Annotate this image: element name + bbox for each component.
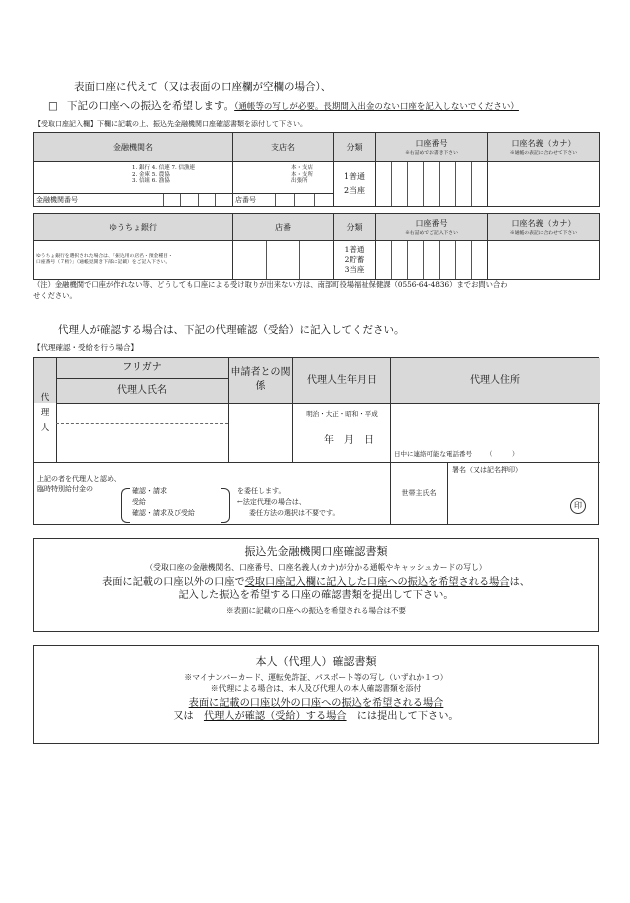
account-number-header: 口座番号 ※右詰めでお書き下さい: [376, 133, 488, 162]
relation-header: 申請者との関係: [228, 358, 292, 403]
yucho-branch-cell[interactable]: [233, 241, 334, 280]
intro-line-1: 表面口座に代えて（又は表面の口座欄が空欄の場合）、: [74, 81, 332, 93]
relation-input[interactable]: [228, 403, 293, 462]
birthdate-header: 代理人生年月日: [292, 358, 391, 403]
yucho-account-number-header: 口座番号 ※右詰めでご記入下さい: [376, 214, 488, 241]
branch-code-label: 店番号: [235, 196, 256, 204]
household-head-label-cell: 世帯主氏名: [390, 462, 448, 525]
receive-section-label: [34, 120, 307, 128]
options-bracket-right: [221, 488, 230, 523]
yucho-account-number-cell[interactable]: [376, 241, 488, 280]
bank-code-row[interactable]: [34, 193, 232, 206]
consent-line-2: 臨時特別給付金の: [37, 485, 93, 493]
birthdate-input[interactable]: [292, 403, 391, 462]
account-holder-cell[interactable]: [488, 162, 600, 207]
branch-code-row[interactable]: [233, 193, 333, 206]
account-type-header: 分類: [334, 133, 376, 162]
bank-account-table: [33, 132, 600, 207]
furigana-input[interactable]: [56, 403, 228, 424]
proxy-section-label: 【代理確認・受給を行う場合】: [33, 343, 138, 352]
account-checkbox[interactable]: □: [48, 100, 58, 112]
proxy-name-input[interactable]: [56, 424, 228, 462]
proxy-intro: 代理人が確認する場合は、下記の代理確認（受給）に記入してください。: [58, 324, 405, 336]
yucho-holder-cell[interactable]: [488, 241, 600, 280]
bank-proof-box: [33, 538, 599, 632]
proxy-name-header: 代理人氏名: [117, 385, 167, 396]
yucho-holder-header: 口座名義（カナ） ※通帳の表記に合わせて下さい: [488, 214, 600, 241]
signature-input[interactable]: [446, 462, 598, 525]
account-holder-header: 口座名義（カナ） ※通帳の表記に合わせて下さい: [488, 133, 600, 162]
identity-proof-line-1: 表面に記載の口座以外の口座への振込を希望される場合: [188, 697, 444, 709]
yucho-note-cell: ゆうちょ銀行を選択された場合は、「振込用の店名・預金種目・ 口座番号（７桁）」（通帳見開き下部に記載）をご記入下さい。: [34, 241, 233, 280]
option-confirm-request[interactable]: 確認・請求: [132, 487, 167, 495]
identity-proof-box: [33, 645, 599, 744]
proxy-side-label: 代 理 人: [34, 358, 57, 462]
receive-section-note: 下欄に記載の上、振込先金融機関口座確認書類を添付して下さい。: [97, 120, 307, 128]
intro-line-2: [67, 100, 519, 113]
address-input[interactable]: [390, 403, 599, 462]
caution-line-2: せください。: [33, 291, 77, 300]
proxy-form: [33, 357, 599, 525]
options-bracket-left: [121, 488, 130, 523]
bank-proof-sub: （受取口座の金融機関名、口座番号、口座名義人(カナ)が分かる通帳やキャッシュカードの写し）: [145, 562, 487, 572]
account-type-cell[interactable]: 1普通 2当座: [334, 162, 376, 207]
branch-name-cell[interactable]: 本・支店 本・支所 出張所 店番号: [233, 162, 334, 207]
delegation-options[interactable]: [132, 486, 195, 519]
bank-proof-title: 振込先金融機関口座確認書類: [244, 545, 388, 558]
branch-name-header: 支店名: [233, 133, 334, 162]
bank-proof-note: ※表面に記載の口座への振込を希望される場合は不要: [226, 606, 406, 616]
yucho-account-table: [33, 213, 600, 280]
identity-proof-note-2: ※代理による場合は、本人及び代理人の本人確認書類を添付: [210, 683, 422, 693]
yucho-type-cell[interactable]: 1普通 2貯蓄 3当座: [334, 241, 376, 280]
ymd-label: 年 月 日: [324, 435, 374, 447]
account-number-cell[interactable]: [376, 162, 488, 207]
signature-label: 署名（又は記名押印）: [452, 466, 522, 474]
yucho-type-header: 分類: [334, 214, 376, 241]
era-options[interactable]: 明治・大正・昭和・平成: [306, 410, 378, 418]
furigana-header: フリガナ: [56, 358, 228, 379]
intro-line-2-note: （通帳等の写しが必要。長期間入出金のない口座を記入しないでください）: [234, 102, 519, 112]
delegate-text: を委任します。 ←法定代理の場合は、 委任方法の選択は不要です。: [237, 487, 340, 517]
yucho-branch-header: 店番: [233, 214, 334, 241]
address-header: 代理人住所: [390, 358, 599, 403]
identity-proof-line-2: 又は 代理人が確認（受給）する場合 には提出して下さい。: [173, 711, 459, 723]
identity-proof-title: 本人（代理人）確認書類: [255, 655, 377, 668]
bank-proof-line-2: 記入した振込を希望する口座の確認書類を提出して下さい。: [178, 590, 454, 602]
intro-line-2-main: 下記の口座への振込を希望します。: [67, 100, 235, 112]
seal-icon: 印: [570, 498, 586, 514]
bank-code-label: 金融機関番号: [36, 196, 78, 204]
option-receive[interactable]: 受給: [132, 498, 146, 506]
phone-label: 日中に連絡可能な電話番号 （ ）: [394, 449, 519, 458]
caution-line-1: （注）金融機関で口座が作れない等、どうしても口座による受け取りが出来ない方は、南部町役場福祉保健課（0556-64-4836）までお問い合わ: [33, 280, 508, 289]
yucho-bank-header: ゆうちょ銀行: [34, 214, 233, 241]
bank-name-cell[interactable]: 1. 銀行 4. 信連 7. 信漁連 2. 金庫 5. 農協 3. 信組 6. 漁協 金融機関番号: [34, 162, 233, 207]
bank-proof-line-1: 表面に記載の口座以外の口座で受取口座記入欄に記入した口座への振込を希望される場合は、: [102, 576, 530, 588]
option-confirm-request-receive[interactable]: 確認・請求及び受給: [132, 509, 195, 517]
identity-proof-note-1: ※マイナンバーカード、運転免許証、パスポート等の写し（いずれか１つ）: [184, 672, 448, 682]
receive-section-title: 【受取口座記入欄】: [34, 120, 97, 128]
bank-name-header: 金融機関名: [34, 133, 233, 162]
consent-line-1: 上記の者を代理人と認め、: [37, 475, 121, 483]
